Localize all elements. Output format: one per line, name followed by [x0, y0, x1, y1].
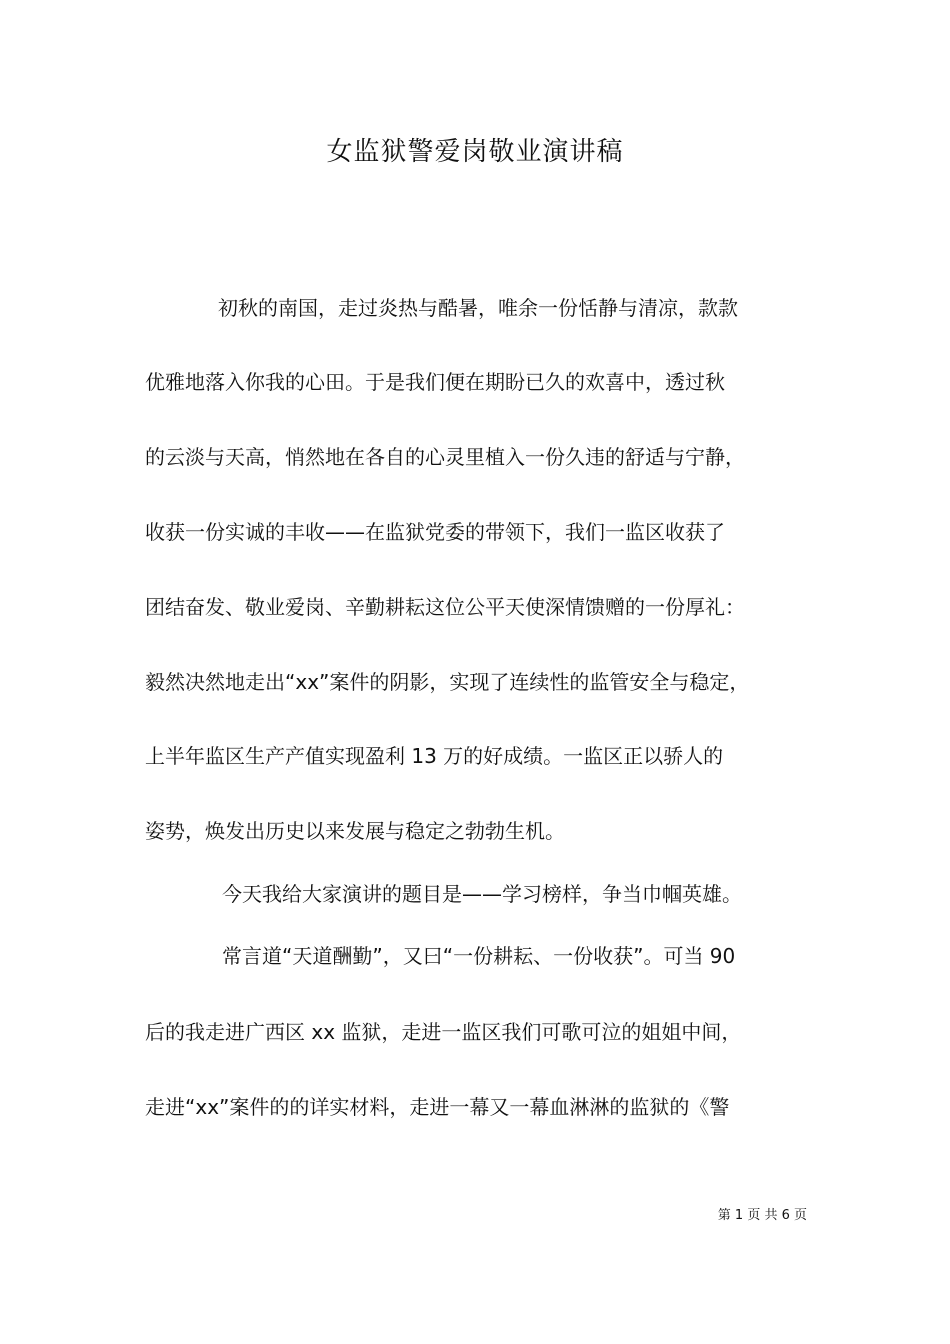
paragraph-line: 团结奋发、敬业爱岗、辛勤耕耘这位公平天使深情馈赠的一份厚礼： — [145, 595, 745, 619]
paragraph-line: 后的我走进广西区 xx 监狱，走进一监区我们可歌可泣的姐姐中间， — [145, 1020, 742, 1044]
paragraph-line: 上半年监区生产产值实现盈利 13 万的好成绩。一监区正以骄人的 — [145, 744, 724, 768]
document-title: 女监狱警爱岗敬业演讲稿 — [326, 137, 624, 167]
paragraph-line: 毅然决然地走出“xx”案件的阴影，实现了连续性的监管安全与稳定， — [145, 670, 750, 694]
paragraph-line: 收获一份实诚的丰收——在监狱党委的带领下，我们一监区收获了 — [145, 520, 725, 544]
paragraph-line: 优雅地落入你我的心田。于是我们便在期盼已久的欢喜中，透过秋 — [145, 370, 725, 394]
paragraph-line: 姿势，焕发出历史以来发展与稳定之勃勃生机。 — [145, 819, 565, 843]
paragraph-line: 常言道“天道酬勤”，又曰“一份耕耘、一份收获”。可当 90 — [222, 944, 736, 968]
paragraph-line: 的云淡与天高，悄然地在各自的心灵里植入一份久违的舒适与宁静， — [145, 445, 745, 469]
paragraph-line: 初秋的南国，走过炎热与酷暑，唯余一份恬静与清凉，款款 — [218, 296, 738, 320]
page-number-footer: 第 1 页 共 6 页 — [717, 1208, 807, 1223]
paragraph-line: 走进“xx”案件的的详实材料，走进一幕又一幕血淋淋的监狱的《警 — [145, 1095, 730, 1119]
paragraph-line: 今天我给大家演讲的题目是——学习榜样，争当巾帼英雄。 — [222, 882, 742, 906]
